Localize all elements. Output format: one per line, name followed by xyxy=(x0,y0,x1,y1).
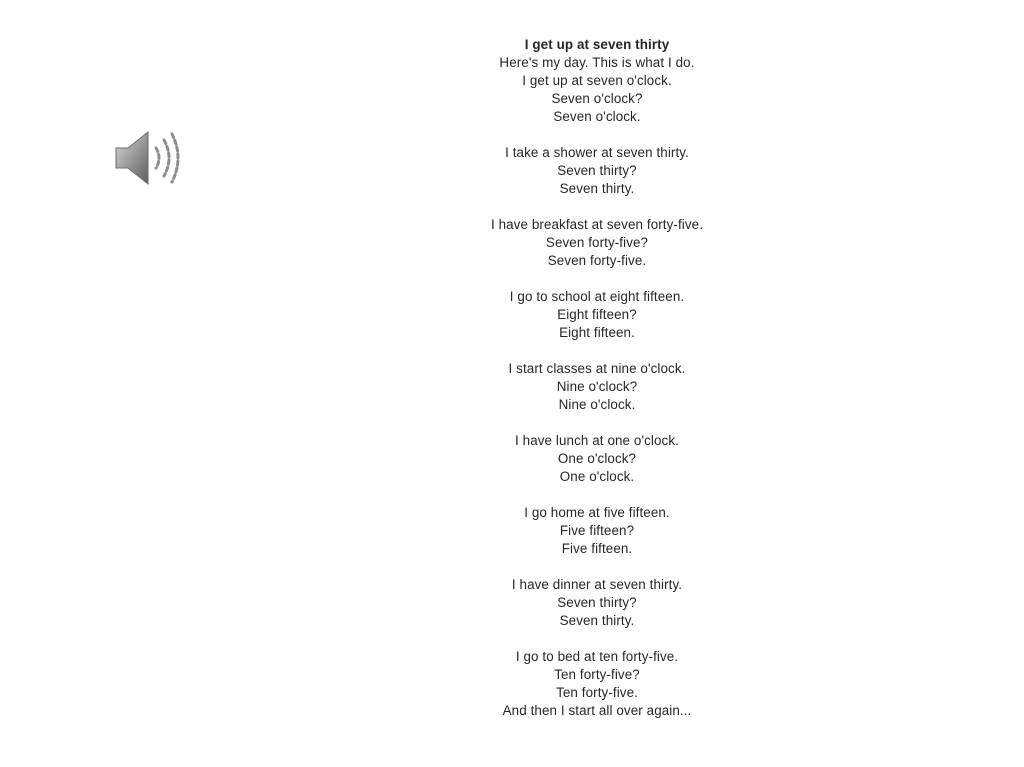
lyric-line: One o'clock. xyxy=(559,469,635,484)
lyric-line: Seven o'clock? xyxy=(551,91,643,106)
lyric-line: Nine o'clock. xyxy=(558,397,636,412)
stanza xyxy=(447,360,747,414)
lyrics-text xyxy=(447,36,747,738)
stanza xyxy=(447,288,747,342)
lyric-line: Five fifteen. xyxy=(561,541,633,556)
stanza xyxy=(447,36,747,126)
lyric-line: Five fifteen? xyxy=(559,523,635,538)
lyric-line: I start classes at nine o'clock. xyxy=(508,361,686,376)
lyric-line: Seven forty-five. xyxy=(547,253,647,268)
speaker-icon xyxy=(112,126,184,190)
lyric-line: I have lunch at one o'clock. xyxy=(515,433,679,448)
lyric-line: One o'clock? xyxy=(557,451,637,466)
lyric-line: I have breakfast at seven forty-five. xyxy=(490,217,704,232)
stanza xyxy=(447,504,747,558)
audio-play-button[interactable] xyxy=(112,126,184,190)
lyric-line: Seven thirty? xyxy=(557,595,637,610)
lyric-line: Eight fifteen. xyxy=(559,325,635,340)
lyric-line: I take a shower at seven thirty. xyxy=(505,145,689,160)
stanza xyxy=(447,576,747,630)
stanza xyxy=(447,216,747,270)
lyric-line: Nine o'clock? xyxy=(556,379,638,394)
stanza xyxy=(447,144,747,198)
stanza xyxy=(447,432,747,486)
lyric-line: Seven o'clock. xyxy=(553,109,641,124)
lyric-line: I get up at seven o'clock. xyxy=(522,73,672,88)
stanza xyxy=(447,648,747,720)
lyric-line: Seven thirty. xyxy=(559,181,635,196)
lyric-line: I go to school at eight fifteen. xyxy=(509,289,685,304)
lyric-line: Here's my day. This is what I do. xyxy=(499,55,695,70)
lyric-line: I go home at five fifteen. xyxy=(524,505,670,520)
lyric-line: Seven forty-five? xyxy=(545,235,649,250)
lyric-line: I go to bed at ten forty-five. xyxy=(515,649,679,664)
lyric-line: Ten forty-five. xyxy=(556,685,638,700)
lyric-line: Seven thirty? xyxy=(557,163,637,178)
song-title: I get up at seven thirty xyxy=(524,37,670,52)
lyric-line: Seven thirty. xyxy=(559,613,635,628)
lyric-line: Ten forty-five? xyxy=(554,667,640,682)
lyric-line: I have dinner at seven thirty. xyxy=(511,577,683,592)
lyric-line: And then I start all over again... xyxy=(502,703,692,718)
lyric-line: Eight fifteen? xyxy=(557,307,637,322)
